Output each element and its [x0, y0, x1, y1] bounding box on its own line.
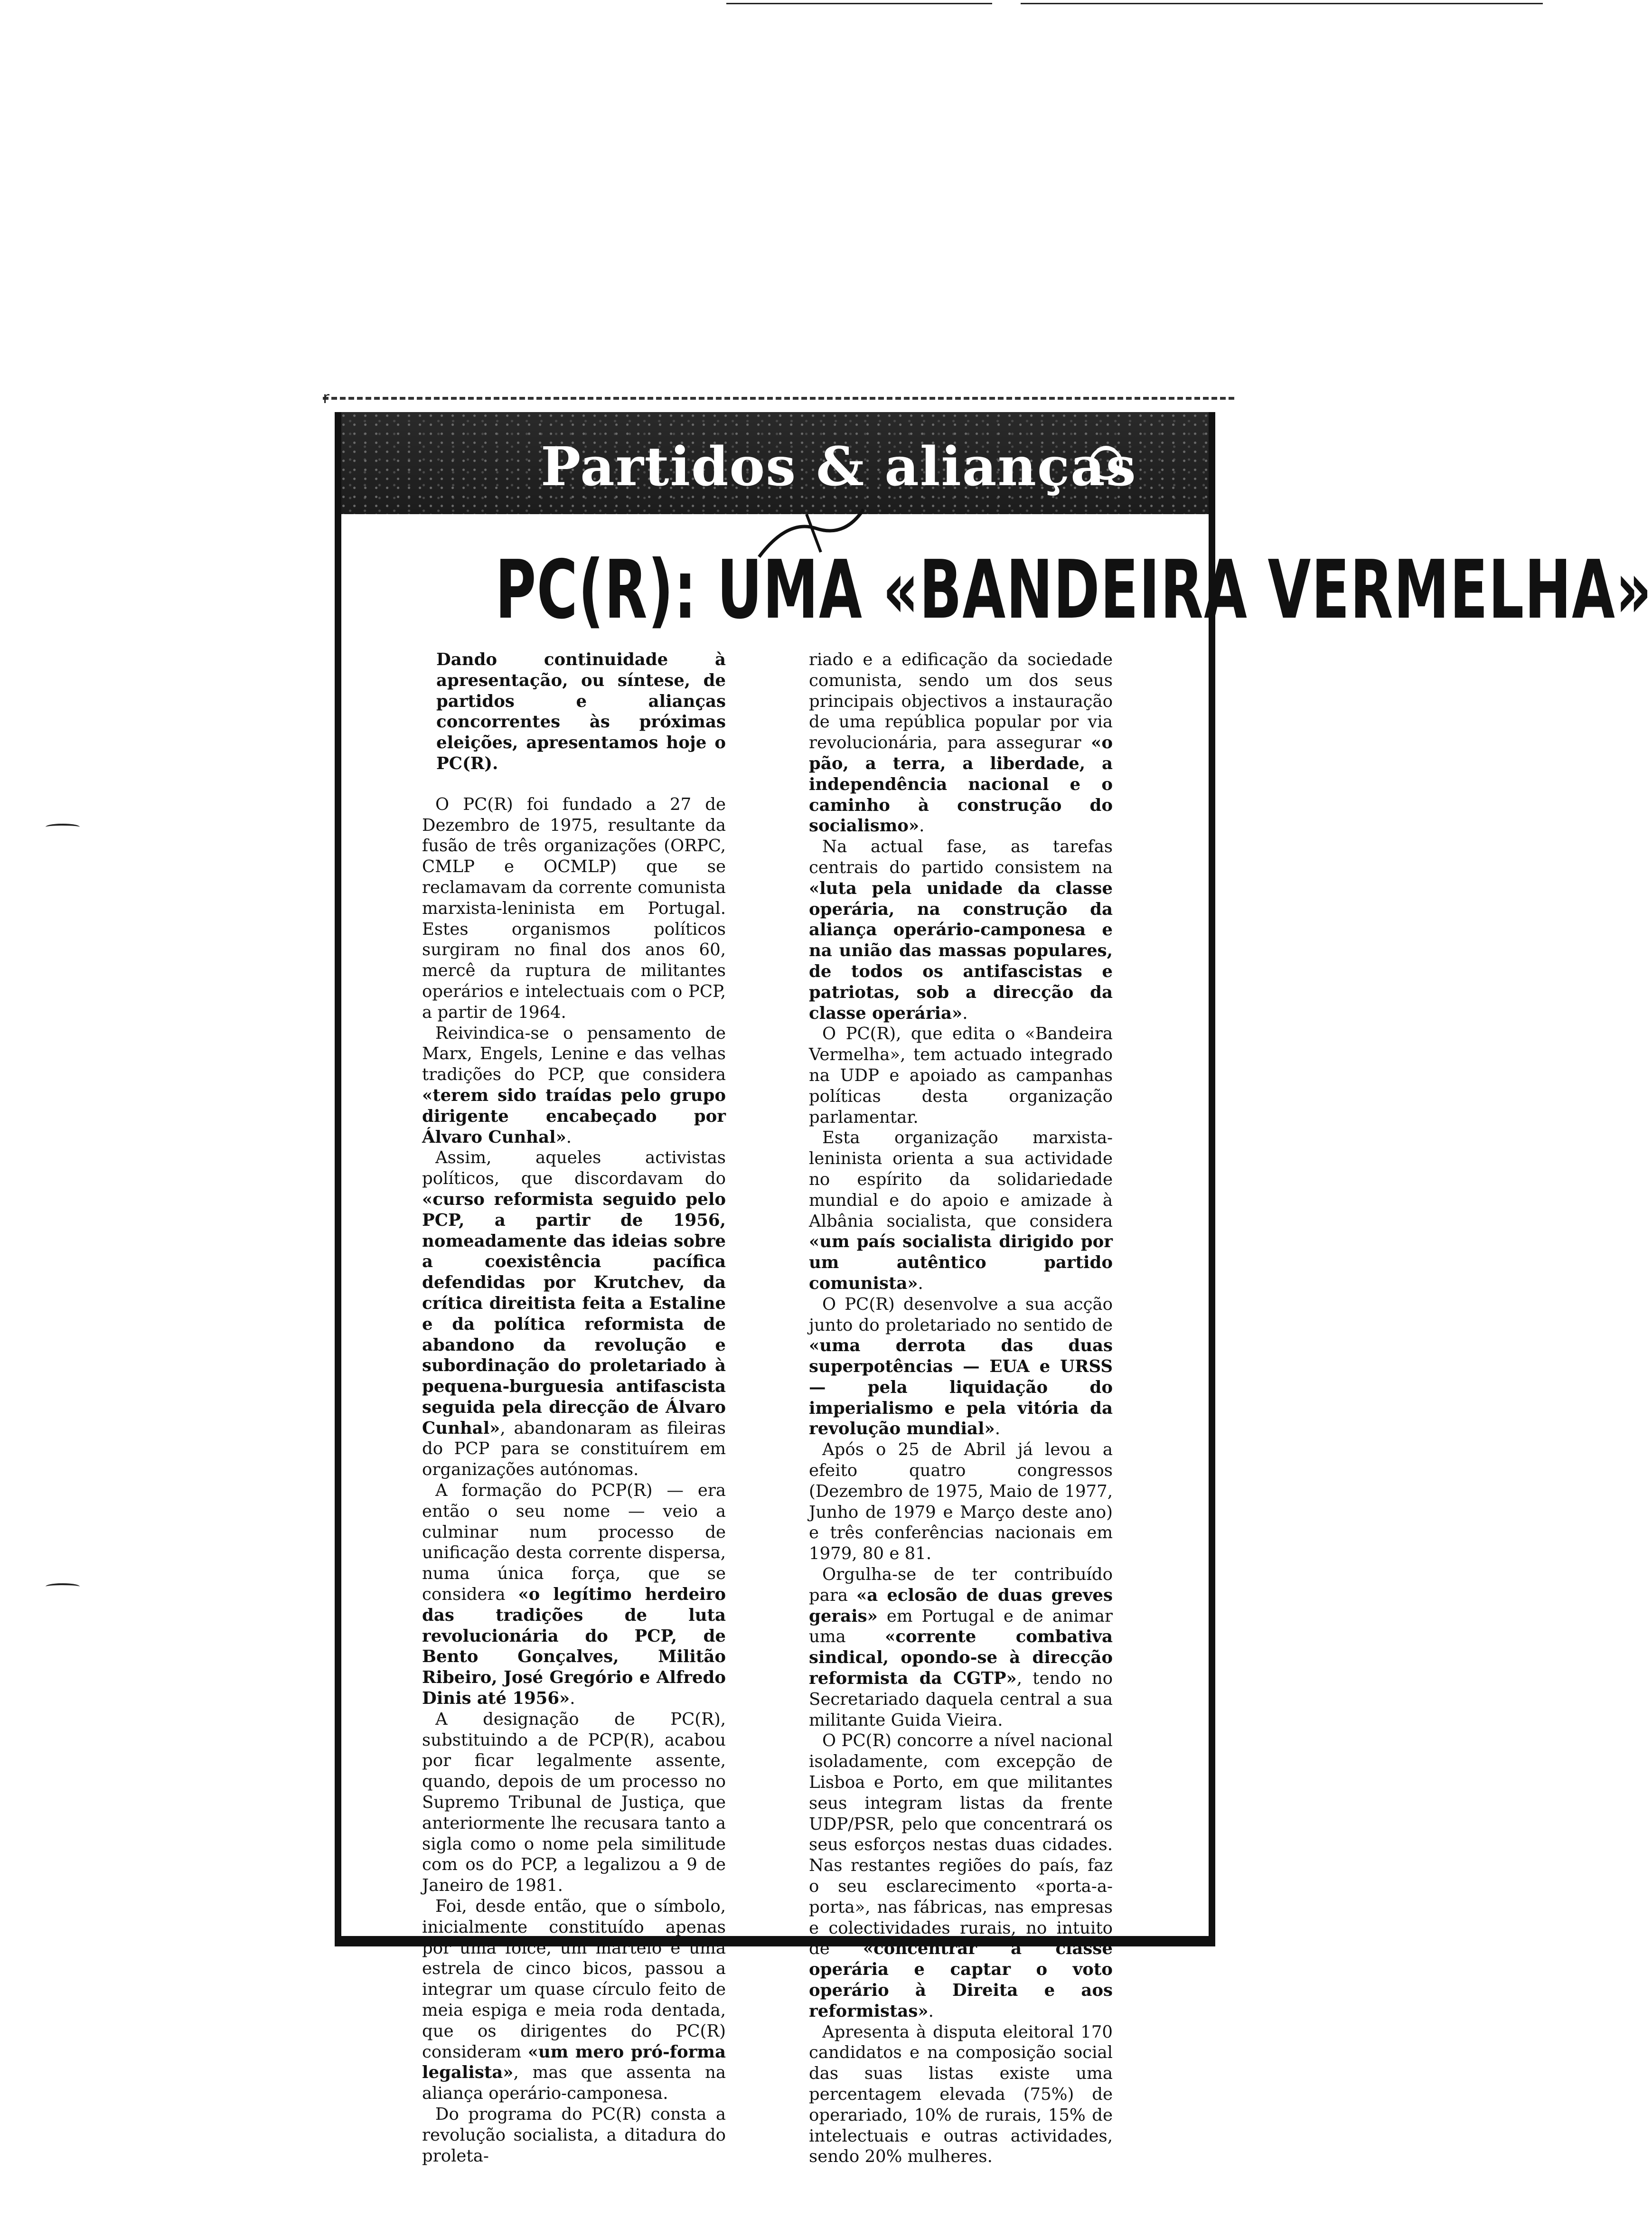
- paragraph: Apresenta à disputa eleitoral 170 candidatos e na composição social das suas listas existe uma percentagem elevada (75%) de operariado, 10% de rurais, 15% de intelectuais e outras actividades, sendo 20% mulheres.: [809, 2022, 1113, 2167]
- paragraph: riado e a edificação da sociedade comunista, sendo um dos seus principais objectivos a instauração de uma república popular por via revolucionária, para assegurar «o pão, a terra, a liberdade, a independência nacional e o caminho à construção do socialismo».: [809, 650, 1113, 836]
- paragraph: O PC(R) concorre a nível nacional isoladamente, com excepção de Lisboa e Porto, em que militantes seus integram listas da frente UDP/PSR, pelo que concentrará os seus esforços nestas duas cidades. Nas restantes regiões do país, faz o seu esclarecimento «porta-a-porta», nas fábricas, nas empresas e colectividades rurais, no intuito de «concentrar a classe operária e captar o voto operário à Direita e aos reformistas».: [809, 1731, 1113, 2021]
- paragraph: O PC(R), que edita o «Bandeira Vermelha», tem actuado integrado na UDP e apoiado as campanhas políticas desta organização parlamentar.: [809, 1024, 1113, 1127]
- paragraph: Reivindica-se o pensamento de Marx, Engels, Lenine e das velhas tradições do PCP, que considera «terem sido traídas pelo grupo dirigente encabeçado por Álvaro Cunhal».: [422, 1023, 726, 1147]
- paragraph: Na actual fase, as tarefas centrais do partido consistem na «luta pela unidade da classe operária, na construção da aliança operário-camponesa e na união das massas populares, de todos os antifascistas e patriotas, sob a direcção da classe operária».: [809, 837, 1113, 1023]
- article-lead: Dando continuidade à apresentação, ou síntese, de partidos e alianças concorrentes às próximas eleições, apresentamos hoje o PC(R).: [436, 650, 726, 773]
- section-banner: [341, 412, 1209, 514]
- paragraph: O PC(R) foi fundado a 27 de Dezembro de 1975, resultante da fusão de três organizações (ORPC, CMLP e OCMLP) que se reclamavam da corrente comunista marxista-leninista em Portugal. Estes organismos políticos surgiram no final dos anos 60, mercê da ruptura de militantes operários e intelectuais com o PCP, a partir de 1964.: [422, 794, 726, 1022]
- paragraph: A formação do PCP(R) — era então o seu nome — veio a culminar num processo de unificação desta corrente dispersa, numa única força, que se considera «o legítimo herdeiro das tradições de luta revolucionária do PCP, de Bento Gonçalves, Militão Ribeiro, José Gregório e Alfredo Dinis até 1956».: [422, 1481, 726, 1709]
- clipping-cut-line: [323, 397, 1234, 400]
- article-headline: PC(R): UMA «BANDEIRA VERMELHA»: [495, 543, 1652, 637]
- circle-icon: [1084, 441, 1128, 484]
- paragraph: Após o 25 de Abril já levou a efeito quatro congressos (Dezembro de 1975, Maio de 1977, Junho de 1979 e Março deste ano) e três conferências nacionais em 1979, 80 e 81.: [809, 1440, 1113, 1564]
- paragraph: O PC(R) desenvolve a sua acção junto do proletariado no sentido de «uma derrota das duas superpotências — EUA e URSS — pela liquidação do imperialismo e pela vitória da revolução mundial».: [809, 1294, 1113, 1439]
- article-clipping: [335, 412, 1652, 2167]
- top-scan-line: [1021, 3, 1543, 4]
- section-title: Partidos & alianças: [541, 436, 1137, 498]
- paragraph: Foi, desde então, que o símbolo, inicialmente constituído apenas por uma foice, um martelo e uma estrela de cinco bicos, passou a integrar um quase círculo feito de meia espiga e meia roda dentada, que os dirigentes do PC(R) consideram «um mero pró-forma legalista», mas que assenta na aliança operário-camponesa.: [422, 1897, 726, 2104]
- margin-mark: [46, 824, 80, 830]
- paragraph: A designação de PC(R), substituindo a de PCP(R), acabou por ficar legalmente assente, quando, depois de um processo no Supremo Tribunal de Justiça, que anteriormente lhe recusara tanto a sigla como o nome pela similitude com os do PCP, a legalizou a 9 de Janeiro de 1981.: [422, 1709, 726, 1896]
- text-column-left: [422, 649, 726, 2166]
- paragraph: Orgulha-se de ter contribuído para «a eclosão de duas greves gerais» em Portugal e de animar uma «corrente combativa sindical, opondo-se à direcção reformista da CGTP», tendo no Secretariado daquela central a sua militante Guida Vieira.: [809, 1565, 1113, 1730]
- margin-mark: [46, 1583, 80, 1590]
- corner-mark: r: [323, 388, 329, 407]
- paragraph: Esta organização marxista-leninista orienta a sua actividade no espírito da solidariedade mundial e do apoio e amizade à Albânia socialista, que considera «um país socialista dirigido por um autêntico partido comunista».: [809, 1128, 1113, 1293]
- paragraph: Assim, aqueles activistas políticos, que discordavam do «curso reformista seguido pelo PCP, a partir de 1956, nomeadamente das ideias sobre a coexistência pacífica defendidas por Krutchev, da crítica direitista feita a Estaline e da política reformista de abandono da revolução e subordinação do proletariado à pequena-burguesia antifascista seguida pela direcção de Álvaro Cunhal», abandonaram as fileiras do PCP para se constituírem em organizações autónomas.: [422, 1148, 726, 1480]
- top-scan-line: [726, 3, 992, 4]
- paragraph: Do programa do PC(R) consta a revolução socialista, a ditadura do proleta-: [422, 2104, 726, 2166]
- text-column-right: [809, 649, 1113, 2167]
